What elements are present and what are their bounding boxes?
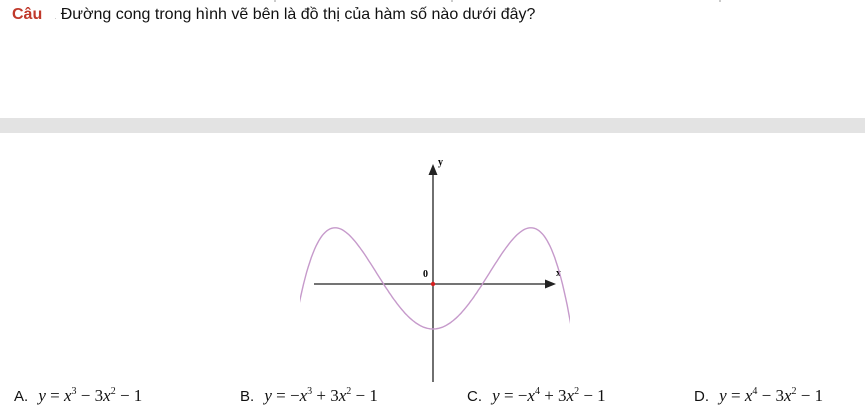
question-separator: . [54,11,57,21]
origin-label: 0 [423,269,428,280]
option-a-letter: A. [14,388,29,405]
origin-dot [431,282,435,286]
x-axis-label: x [556,268,561,279]
question-label: Câu [12,6,43,23]
x-axis-arrow-icon [545,280,556,289]
top-dots-decoration [0,0,865,4]
divider-band [0,118,865,133]
question [12,6,535,24]
option-d-letter: D. [694,388,709,405]
option-c-letter: C. [467,388,482,405]
option-d[interactable] [694,386,823,406]
y-axis-label: y [438,157,443,168]
option-b[interactable] [240,386,378,406]
option-c-formula: $y = -x^4 + 3x^2 - 1$ [492,386,606,405]
option-b-formula: $y = -x^3 + 3x^2 - 1$ [264,386,378,405]
y-axis-arrow-icon [429,164,438,175]
option-a[interactable] [14,386,142,406]
option-b-letter: B. [240,388,255,405]
option-c[interactable] [467,386,606,406]
option-a-formula: $y = x^3 - 3x^2 - 1$ [38,386,143,405]
question-text: Đường cong trong hình vẽ bên là đồ thị của hàm số nào dưới đây? [60,6,536,23]
function-curve [300,228,570,385]
function-graph [300,150,570,385]
option-d-formula: $y = x^4 - 3x^2 - 1$ [719,386,824,405]
